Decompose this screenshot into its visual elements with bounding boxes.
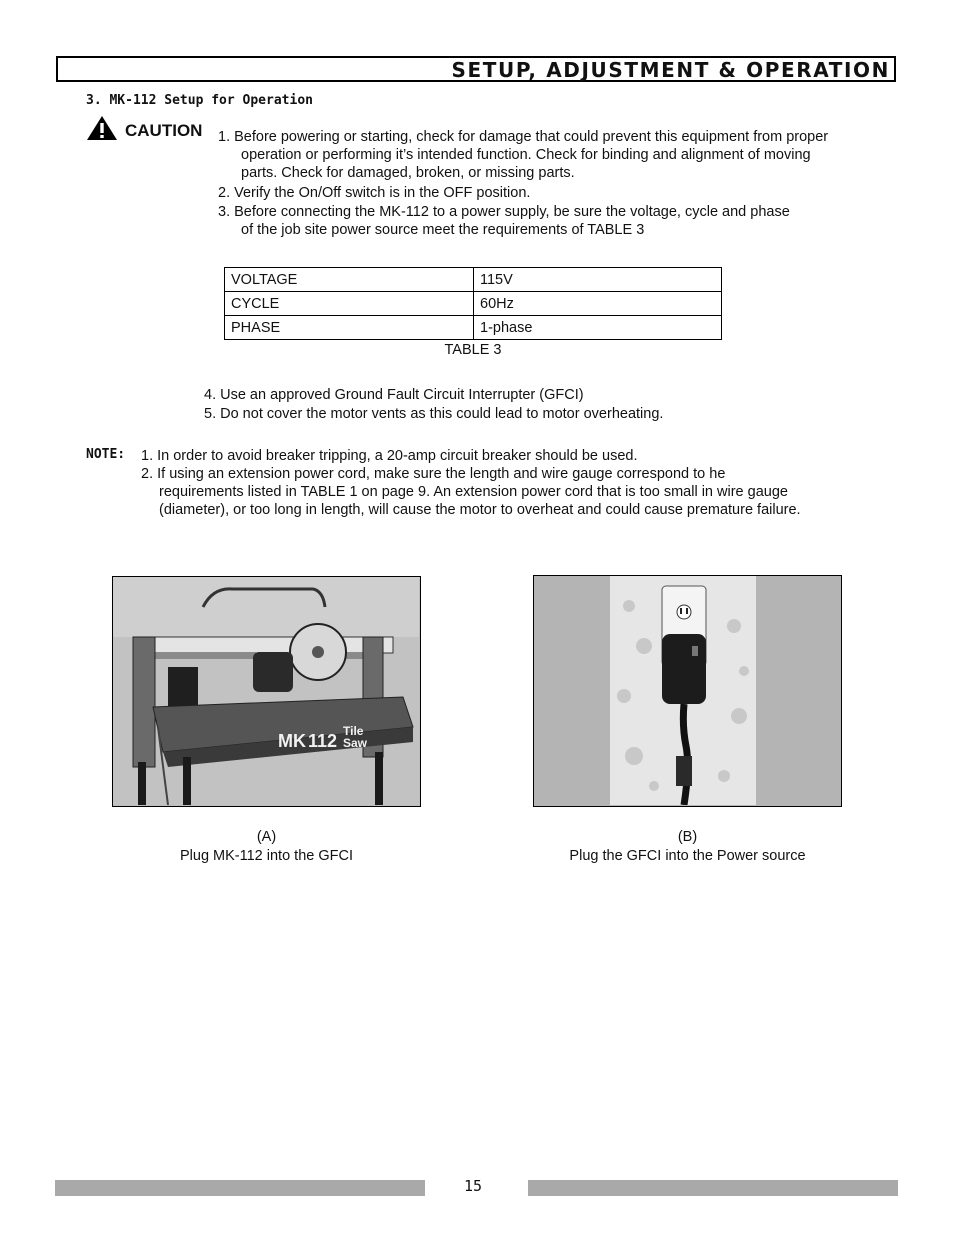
caution-item-1 — [218, 128, 828, 182]
requirements-table — [224, 267, 722, 340]
caution-item-1-cont: operation or performing it’s intended function. Check for binding and alignment of moving — [241, 147, 811, 163]
table-cell-value: 115V — [474, 268, 722, 292]
note-item-2 — [141, 465, 801, 519]
table-cell-key: CYCLE — [225, 292, 474, 316]
section-header-bar — [56, 56, 896, 82]
caution-item-3-cont: of the job site power source meet the requirements of TABLE 3 — [241, 222, 645, 238]
caution-item-1-cont: parts. Check for damaged, broken, or missing parts. — [241, 165, 575, 181]
note-label: NOTE: — [86, 447, 126, 462]
figure-b-text: Plug the GFCI into the Power source — [569, 848, 806, 864]
note-item-1: 1. In order to avoid breaker tripping, a 20-amp circuit breaker should be used. — [141, 448, 638, 464]
table-row — [225, 316, 722, 340]
list-item-5: 5. Do not cover the motor vents as this could lead to motor overheating. — [204, 406, 664, 422]
caution-label: CAUTION — [125, 121, 203, 140]
section-heading: 3. MK-112 Setup for Operation — [86, 93, 313, 108]
tile-saw-illustration — [113, 577, 419, 805]
note-item-2-line: 2. If using an extension power cord, make sure the length and wire gauge correspond to he — [141, 466, 726, 482]
page-title: SETUP, ADJUSTMENT & OPERATION — [451, 58, 890, 82]
table-cell-value: 1-phase — [474, 316, 722, 340]
table-row — [225, 292, 722, 316]
footer-bar-left — [55, 1180, 425, 1196]
table-row — [225, 268, 722, 292]
saw-logo-mk: MK — [278, 731, 306, 751]
list-item-4: 4. Use an approved Ground Fault Circuit Interrupter (GFCI) — [204, 387, 584, 403]
note-item-2-cont: requirements listed in TABLE 1 on page 9. An extension power cord that is too small in wire gauge — [159, 484, 788, 500]
figure-a-text: Plug MK-112 into the GFCI — [179, 848, 353, 864]
table-cell-key: PHASE — [225, 316, 474, 340]
saw-label-tile: Tile — [343, 724, 364, 738]
figure-b-letter: (B) — [677, 829, 698, 845]
caution-item-2: 2. Verify the On/Off switch is in the OFF position. — [218, 185, 531, 201]
photo-gfci-outlet — [533, 575, 842, 807]
gfci-outlet-illustration — [534, 576, 840, 805]
caution-item-1-line: 1. Before powering or starting, check for damage that could prevent this equipment from proper — [218, 129, 829, 145]
table-cell-value: 60Hz — [474, 292, 722, 316]
caution-item-3-line: 3. Before connecting the MK-112 to a power supply, be sure the voltage, cycle and phase — [218, 204, 790, 220]
page-number: 15 — [464, 1177, 483, 1195]
footer-bar-right — [528, 1180, 898, 1196]
table-cell-key: VOLTAGE — [225, 268, 474, 292]
figure-b-caption — [533, 828, 842, 866]
saw-model-number: 112 — [308, 731, 338, 751]
caution-item-3 — [218, 203, 790, 239]
table-caption: TABLE 3 — [444, 342, 502, 358]
saw-label-saw: Saw — [343, 736, 368, 750]
photo-tile-saw — [112, 576, 421, 807]
warning-triangle-icon — [86, 115, 118, 141]
note-item-2-cont: (diameter), or too long in length, will cause the motor to overheat and could cause premature failure. — [159, 502, 801, 518]
figure-a-letter: (A) — [256, 829, 277, 845]
figure-a-caption — [112, 828, 421, 866]
